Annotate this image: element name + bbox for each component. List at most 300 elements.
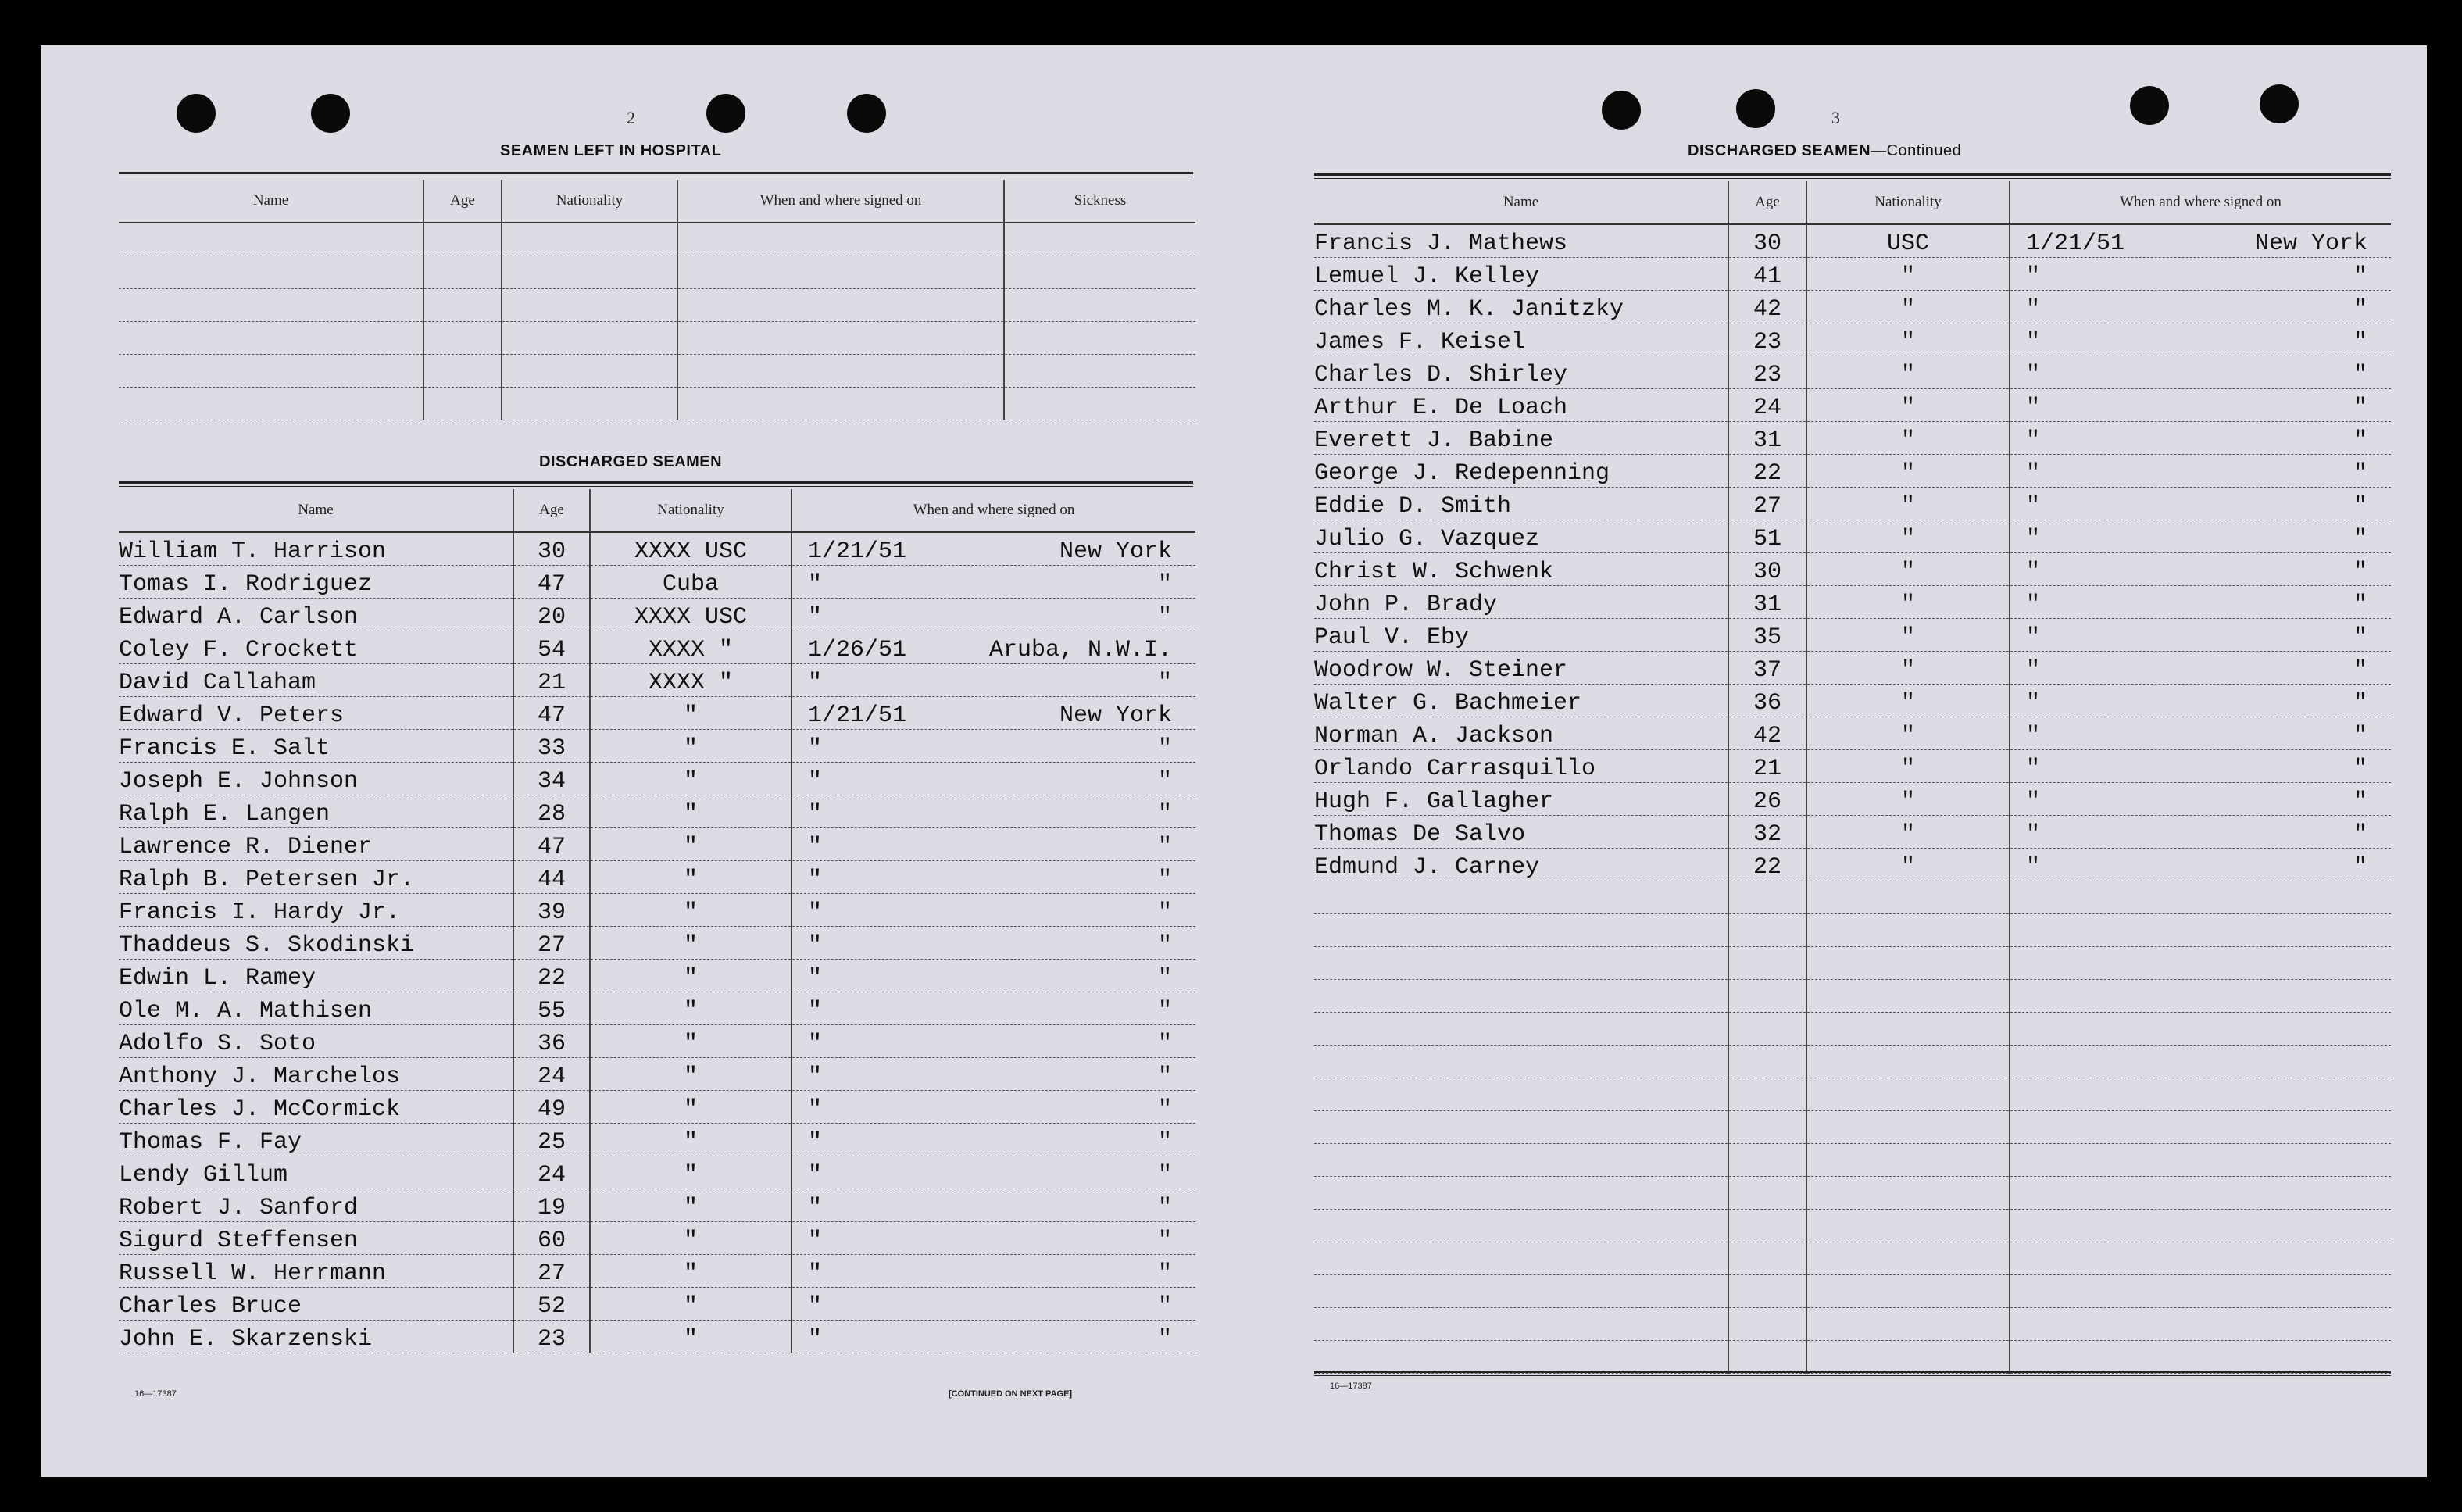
signed-on-place: " [1157, 1293, 1172, 1320]
table-row [1314, 258, 2391, 291]
signed-on-place: " [1157, 1326, 1172, 1353]
seaman-name: James F. Keisel [1314, 323, 1728, 356]
signed-on-date: " [2026, 263, 2041, 290]
empty-row [1314, 1210, 2391, 1242]
signed-on-place: " [2353, 460, 2367, 487]
seaman-name: Hugh F. Gallagher [1314, 783, 1728, 816]
seaman-age: 30 [1728, 224, 1806, 258]
seaman-age: 22 [513, 960, 590, 992]
signed-on-place: " [1157, 1228, 1172, 1254]
seaman-age: 51 [1728, 520, 1806, 553]
seaman-age: 19 [513, 1189, 590, 1222]
seaman-nationality: " [1806, 849, 2010, 881]
table-row [119, 566, 1195, 599]
signed-on-cell [791, 631, 1195, 664]
table-row [119, 861, 1195, 894]
signed-on-place: " [1157, 965, 1172, 992]
signed-on-place: " [2353, 493, 2367, 520]
empty-row [1314, 1341, 2391, 1374]
signed-on-date: " [808, 1260, 823, 1287]
signed-on-place: " [1157, 1129, 1172, 1156]
table-row [1314, 685, 2391, 717]
seaman-age: 23 [1728, 356, 1806, 389]
col-nationality: Nationality [502, 180, 677, 223]
col-signed-on: When and where signed on [2010, 181, 2391, 224]
signed-on-date: " [2026, 362, 2041, 388]
seaman-nationality: " [590, 1189, 791, 1222]
seaman-age: 25 [513, 1124, 590, 1156]
signed-on-place: " [2353, 657, 2367, 684]
signed-on-cell [2010, 652, 2391, 685]
discharged-title: DISCHARGED SEAMEN [539, 453, 723, 470]
signed-on-date: " [2026, 624, 2041, 651]
seaman-age: 34 [513, 763, 590, 795]
signed-on-date: " [808, 867, 823, 893]
empty-row [1314, 1144, 2391, 1177]
signed-on-place: " [1157, 1260, 1172, 1287]
signed-on-cell [791, 861, 1195, 894]
table-row [1314, 291, 2391, 323]
seaman-name: John P. Brady [1314, 586, 1728, 619]
signed-on-place: " [1157, 834, 1172, 860]
signed-on-place: " [1157, 1096, 1172, 1123]
seaman-name: Charles D. Shirley [1314, 356, 1728, 389]
seaman-nationality: " [1806, 356, 2010, 389]
form-number: 16—17387 [1330, 1382, 1372, 1391]
table-row [1314, 849, 2391, 881]
seaman-age: 54 [513, 631, 590, 664]
signed-on-cell [2010, 783, 2391, 816]
signed-on-place: " [2353, 395, 2367, 421]
seaman-nationality: " [590, 1156, 791, 1189]
seaman-nationality: " [1806, 553, 2010, 586]
seaman-age: 24 [513, 1156, 590, 1189]
table-row [1314, 323, 2391, 356]
signed-on-date: " [2026, 395, 2041, 421]
left-page [41, 45, 1236, 1477]
signed-on-place: " [1157, 801, 1172, 827]
seaman-age: 55 [513, 992, 590, 1025]
seaman-nationality: " [1806, 422, 2010, 455]
seaman-name: Anthony J. Marchelos [119, 1058, 513, 1091]
table-row [119, 960, 1195, 992]
seaman-name: Ole M. A. Mathisen [119, 992, 513, 1025]
discharged-continued-table [1314, 181, 2391, 1374]
signed-on-date: " [808, 571, 823, 598]
seaman-nationality: " [1806, 652, 2010, 685]
col-signed-on: When and where signed on [791, 489, 1195, 532]
table-row [119, 631, 1195, 664]
seaman-name: Tomas I. Rodriguez [119, 566, 513, 599]
seaman-age: 49 [513, 1091, 590, 1124]
seaman-nationality: " [590, 894, 791, 927]
signed-on-cell [2010, 258, 2391, 291]
seaman-age: 22 [1728, 849, 1806, 881]
table-row [119, 894, 1195, 927]
signed-on-cell [2010, 389, 2391, 422]
seaman-name: Francis J. Mathews [1314, 224, 1728, 258]
seaman-age: 33 [513, 730, 590, 763]
seaman-age: 39 [513, 894, 590, 927]
seaman-name: Charles Bruce [119, 1288, 513, 1321]
seaman-age: 36 [513, 1025, 590, 1058]
seaman-nationality: " [590, 1124, 791, 1156]
empty-row [1314, 1046, 2391, 1078]
seaman-name: William T. Harrison [119, 532, 513, 566]
table-row [1314, 783, 2391, 816]
col-age: Age [1728, 181, 1806, 224]
seaman-nationality: " [590, 861, 791, 894]
seaman-age: 47 [513, 566, 590, 599]
signed-on-date: " [2026, 756, 2041, 782]
signed-on-date: 1/21/51 [2026, 231, 2125, 257]
seaman-nationality: " [1806, 685, 2010, 717]
signed-on-cell [2010, 619, 2391, 652]
signed-on-place: " [1157, 932, 1172, 959]
signed-on-cell [791, 1124, 1195, 1156]
empty-row [1314, 1177, 2391, 1210]
seaman-nationality: " [1806, 816, 2010, 849]
seaman-nationality: " [1806, 291, 2010, 323]
signed-on-place: " [2353, 362, 2367, 388]
signed-on-place: " [1157, 768, 1172, 795]
seaman-nationality: " [1806, 389, 2010, 422]
signed-on-date: " [808, 670, 823, 696]
seaman-age: 36 [1728, 685, 1806, 717]
signed-on-cell [791, 730, 1195, 763]
table-row [1314, 586, 2391, 619]
signed-on-place: " [2353, 723, 2367, 749]
seaman-nationality: XXXX USC [590, 599, 791, 631]
table-row [1314, 750, 2391, 783]
seaman-age: 22 [1728, 455, 1806, 488]
signed-on-date: " [2026, 821, 2041, 848]
signed-on-date: " [808, 1031, 823, 1057]
seaman-name: Christ W. Schwenk [1314, 553, 1728, 586]
seaman-name: Paul V. Eby [1314, 619, 1728, 652]
signed-on-place: " [2353, 788, 2367, 815]
signed-on-place: " [1157, 1063, 1172, 1090]
empty-row [119, 355, 1195, 388]
signed-on-date: " [808, 1293, 823, 1320]
seaman-age: 31 [1728, 586, 1806, 619]
seaman-name: Francis E. Salt [119, 730, 513, 763]
table-row [1314, 717, 2391, 750]
signed-on-date: " [808, 1326, 823, 1353]
signed-on-place: " [2353, 263, 2367, 290]
table-row [1314, 553, 2391, 586]
signed-on-cell [791, 763, 1195, 795]
signed-on-date: " [808, 768, 823, 795]
empty-row [1314, 1242, 2391, 1275]
signed-on-date: " [2026, 592, 2041, 618]
seaman-name: George J. Redepenning [1314, 455, 1728, 488]
signed-on-date: " [808, 1096, 823, 1123]
seaman-name: Thomas F. Fay [119, 1124, 513, 1156]
col-signed-on: When and where signed on [677, 180, 1004, 223]
table-row [1314, 224, 2391, 258]
table-row [119, 532, 1195, 566]
empty-row [119, 388, 1195, 420]
seaman-age: 26 [1728, 783, 1806, 816]
seaman-name: Woodrow W. Steiner [1314, 652, 1728, 685]
seaman-nationality: " [590, 927, 791, 960]
page-number: 2 [627, 108, 635, 127]
signed-on-date: " [808, 834, 823, 860]
seaman-age: 24 [513, 1058, 590, 1091]
signed-on-cell [2010, 323, 2391, 356]
signed-on-cell [2010, 488, 2391, 520]
seaman-name: Robert J. Sanford [119, 1189, 513, 1222]
signed-on-place: " [2353, 592, 2367, 618]
form-number: 16—17387 [134, 1389, 177, 1399]
seaman-nationality: " [1806, 258, 2010, 291]
signed-on-cell [791, 927, 1195, 960]
table-row [119, 1091, 1195, 1124]
seaman-age: 31 [1728, 422, 1806, 455]
signed-on-date: " [808, 1162, 823, 1189]
seaman-nationality: " [590, 1222, 791, 1255]
seaman-nationality: " [1806, 783, 2010, 816]
col-sickness: Sickness [1004, 180, 1195, 223]
continued-note: [CONTINUED ON NEXT PAGE] [949, 1389, 1073, 1399]
signed-on-cell [2010, 685, 2391, 717]
table-row [119, 992, 1195, 1025]
signed-on-date: " [808, 1228, 823, 1254]
signed-on-cell [791, 532, 1195, 566]
seaman-name: Edmund J. Carney [1314, 849, 1728, 881]
seaman-name: Francis I. Hardy Jr. [119, 894, 513, 927]
signed-on-cell [791, 1189, 1195, 1222]
seaman-age: 35 [1728, 619, 1806, 652]
signed-on-date: " [808, 899, 823, 926]
signed-on-date: " [808, 998, 823, 1024]
seaman-age: 42 [1728, 717, 1806, 750]
seaman-nationality: " [590, 730, 791, 763]
table-row [119, 1189, 1195, 1222]
signed-on-cell [791, 1255, 1195, 1288]
seaman-name: Charles M. K. Janitzky [1314, 291, 1728, 323]
seaman-age: 27 [513, 1255, 590, 1288]
signed-on-date: " [2026, 460, 2041, 487]
manifest-sheet [41, 45, 2427, 1477]
seaman-age: 27 [1728, 488, 1806, 520]
signed-on-place: " [2353, 559, 2367, 585]
signed-on-cell [791, 1222, 1195, 1255]
seaman-age: 23 [513, 1321, 590, 1353]
double-rule [1314, 1371, 2391, 1376]
seaman-nationality: " [590, 828, 791, 861]
table-row [119, 664, 1195, 697]
seaman-name: Ralph B. Petersen Jr. [119, 861, 513, 894]
signed-on-cell [2010, 553, 2391, 586]
seaman-nationality: " [590, 795, 791, 828]
seaman-name: John E. Skarzenski [119, 1321, 513, 1353]
signed-on-place: New York [1059, 538, 1172, 565]
seaman-age: 32 [1728, 816, 1806, 849]
signed-on-cell [791, 828, 1195, 861]
page-number: 3 [1831, 108, 1840, 127]
seaman-nationality: XXXX " [590, 664, 791, 697]
seaman-age: 30 [1728, 553, 1806, 586]
table-row [119, 1321, 1195, 1353]
signed-on-cell [791, 566, 1195, 599]
signed-on-date: " [2026, 723, 2041, 749]
signed-on-date: " [2026, 788, 2041, 815]
signed-on-date: 1/21/51 [808, 702, 907, 729]
signed-on-date: " [808, 604, 823, 631]
seaman-nationality: " [1806, 619, 2010, 652]
signed-on-date: " [808, 801, 823, 827]
signed-on-cell [791, 1288, 1195, 1321]
table-row [119, 1025, 1195, 1058]
signed-on-place: " [1157, 998, 1172, 1024]
signed-on-place: Aruba, N.W.I. [988, 637, 1172, 663]
seaman-name: Walter G. Bachmeier [1314, 685, 1728, 717]
signed-on-place: " [1157, 867, 1172, 893]
signed-on-cell [791, 1091, 1195, 1124]
table-row [1314, 422, 2391, 455]
signed-on-place: " [2353, 526, 2367, 552]
table-row [119, 795, 1195, 828]
signed-on-date: " [2026, 329, 2041, 356]
table-row [1314, 389, 2391, 422]
seaman-age: 30 [513, 532, 590, 566]
table-row [1314, 455, 2391, 488]
double-rule [119, 481, 1193, 487]
seaman-nationality: " [1806, 586, 2010, 619]
signed-on-date: " [808, 1063, 823, 1090]
signed-on-cell [791, 894, 1195, 927]
signed-on-place: " [1157, 604, 1172, 631]
table-row [119, 1156, 1195, 1189]
empty-row [119, 289, 1195, 322]
seaman-age: 20 [513, 599, 590, 631]
signed-on-place: " [2353, 821, 2367, 848]
signed-on-date: 1/21/51 [808, 538, 907, 565]
signed-on-place: " [2353, 329, 2367, 356]
signed-on-place: New York [2254, 231, 2367, 257]
seaman-age: 44 [513, 861, 590, 894]
discharged-continued-title: DISCHARGED SEAMEN—Continued [1688, 142, 1962, 159]
signed-on-place: New York [1059, 702, 1172, 729]
seaman-age: 27 [513, 927, 590, 960]
seaman-name: Eddie D. Smith [1314, 488, 1728, 520]
signed-on-cell [791, 1156, 1195, 1189]
signed-on-place: " [2353, 756, 2367, 782]
signed-on-cell [791, 960, 1195, 992]
seaman-name: Orlando Carrasquillo [1314, 750, 1728, 783]
seaman-age: 21 [513, 664, 590, 697]
col-nationality: Nationality [1806, 181, 2010, 224]
seaman-nationality: Cuba [590, 566, 791, 599]
signed-on-cell [2010, 717, 2391, 750]
signed-on-cell [2010, 224, 2391, 258]
seaman-nationality: " [1806, 717, 2010, 750]
seaman-age: 28 [513, 795, 590, 828]
seaman-nationality: XXXX USC [590, 532, 791, 566]
signed-on-place: " [1157, 1162, 1172, 1189]
seaman-nationality: " [590, 992, 791, 1025]
seaman-name: Edwin L. Ramey [119, 960, 513, 992]
signed-on-date: " [808, 735, 823, 762]
signed-on-date: " [2026, 657, 2041, 684]
double-rule [119, 172, 1193, 177]
seaman-name: Lendy Gillum [119, 1156, 513, 1189]
seaman-name: Joseph E. Johnson [119, 763, 513, 795]
signed-on-place: " [1157, 1031, 1172, 1057]
seaman-age: 47 [513, 828, 590, 861]
seaman-nationality: USC [1806, 224, 2010, 258]
seaman-name: Ralph E. Langen [119, 795, 513, 828]
seaman-name: Russell W. Herrmann [119, 1255, 513, 1288]
seaman-name: Edward V. Peters [119, 697, 513, 730]
seaman-nationality: " [590, 763, 791, 795]
signed-on-place: " [1157, 735, 1172, 762]
table-row [119, 1288, 1195, 1321]
double-rule [1314, 173, 2391, 179]
seaman-name: Julio G. Vazquez [1314, 520, 1728, 553]
seaman-name: David Callaham [119, 664, 513, 697]
seaman-name: Adolfo S. Soto [119, 1025, 513, 1058]
signed-on-cell [791, 1058, 1195, 1091]
signed-on-cell [2010, 455, 2391, 488]
signed-on-date: " [808, 1195, 823, 1221]
signed-on-place: " [2353, 854, 2367, 881]
signed-on-cell [2010, 816, 2391, 849]
signed-on-cell [791, 697, 1195, 730]
table-row [119, 927, 1195, 960]
signed-on-date: " [2026, 296, 2041, 323]
signed-on-cell [2010, 356, 2391, 389]
right-page [1236, 45, 2427, 1477]
seaman-name: Everett J. Babine [1314, 422, 1728, 455]
empty-row [1314, 914, 2391, 947]
seaman-age: 60 [513, 1222, 590, 1255]
table-row [1314, 520, 2391, 553]
table-row [119, 828, 1195, 861]
signed-on-cell [791, 795, 1195, 828]
seaman-name: Sigurd Steffensen [119, 1222, 513, 1255]
signed-on-date: " [2026, 690, 2041, 717]
table-row [1314, 816, 2391, 849]
empty-row [1314, 1275, 2391, 1308]
signed-on-cell [2010, 520, 2391, 553]
table-row [119, 763, 1195, 795]
signed-on-date: 1/26/51 [808, 637, 907, 663]
seaman-nationality: " [590, 1288, 791, 1321]
table-row [119, 697, 1195, 730]
col-name: Name [119, 489, 513, 532]
table-row [119, 1058, 1195, 1091]
seaman-age: 41 [1728, 258, 1806, 291]
col-name: Name [1314, 181, 1728, 224]
signed-on-cell [2010, 586, 2391, 619]
seaman-age: 52 [513, 1288, 590, 1321]
signed-on-cell [2010, 849, 2391, 881]
signed-on-place: " [1157, 670, 1172, 696]
table-row [119, 1255, 1195, 1288]
empty-row [1314, 980, 2391, 1013]
seaman-nationality: " [590, 1025, 791, 1058]
seaman-name: Lemuel J. Kelley [1314, 258, 1728, 291]
signed-on-date: " [808, 932, 823, 959]
seaman-nationality: " [590, 960, 791, 992]
seaman-name: Thomas De Salvo [1314, 816, 1728, 849]
seaman-nationality: " [1806, 750, 2010, 783]
seaman-name: Coley F. Crockett [119, 631, 513, 664]
signed-on-date: " [2026, 854, 2041, 881]
